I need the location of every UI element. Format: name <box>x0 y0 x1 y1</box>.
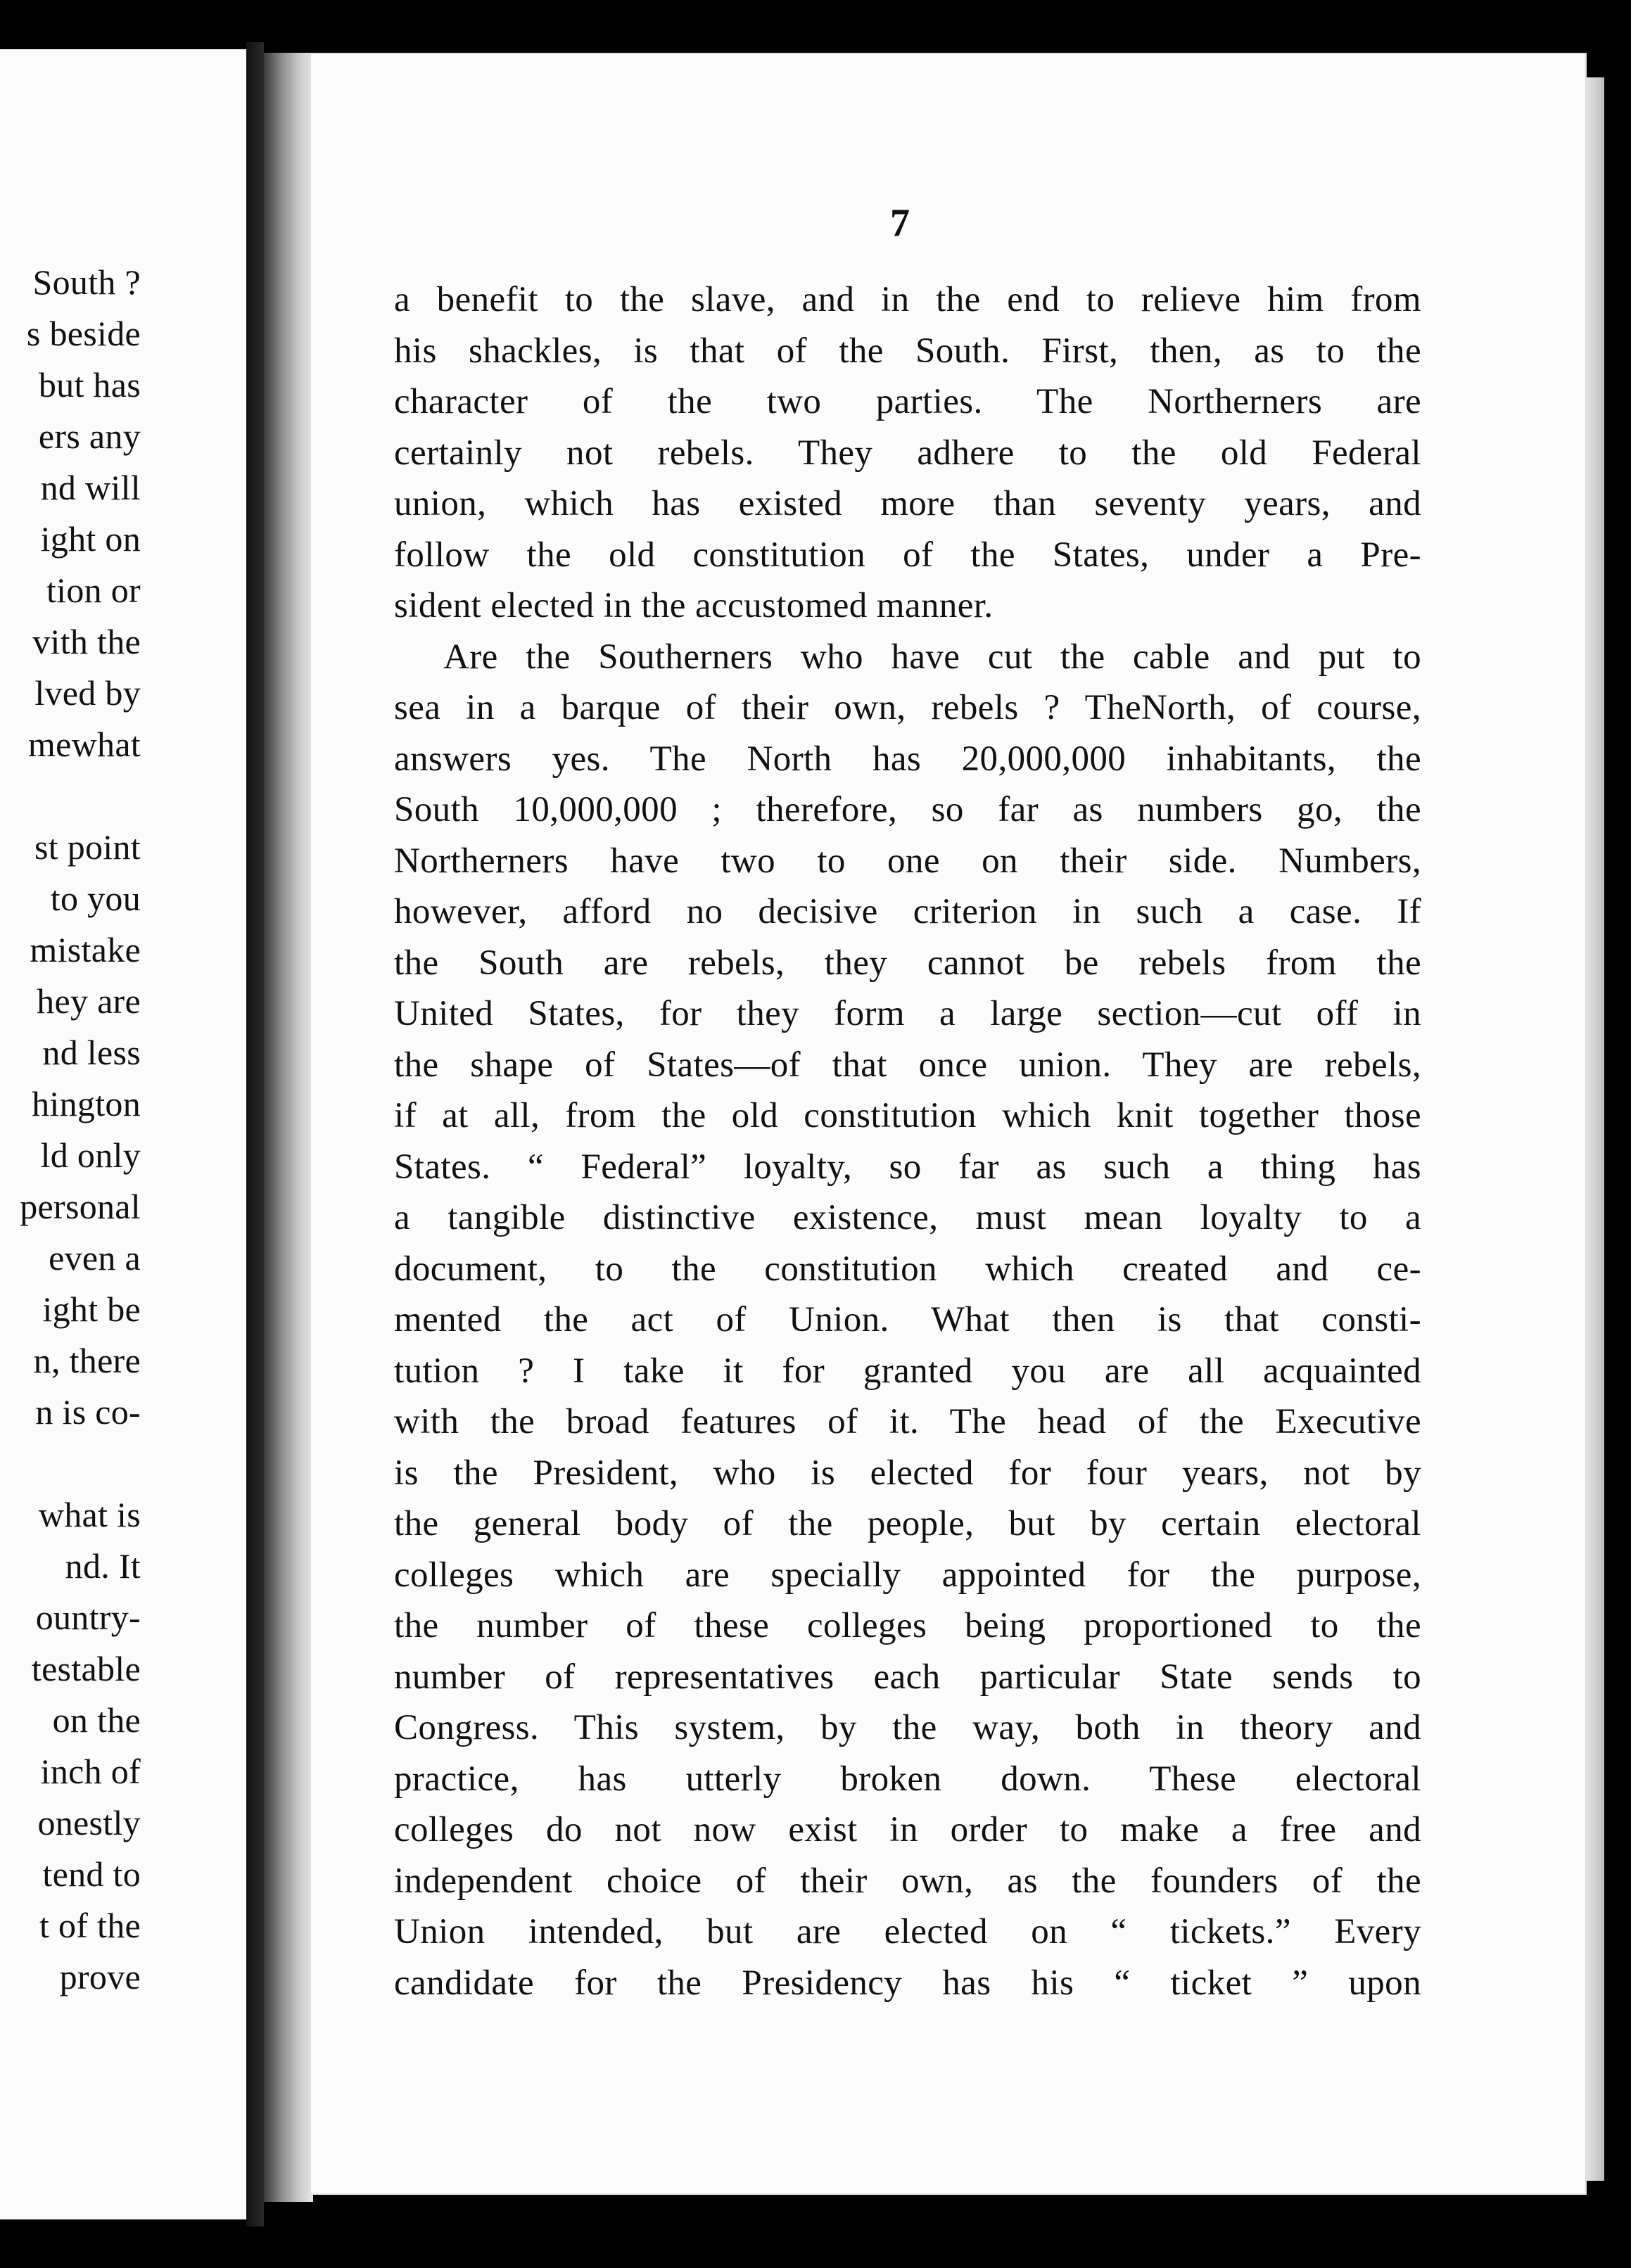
left-page-line: n is co- <box>35 1392 141 1432</box>
text-line: is the President, who is elected for four years, not by <box>394 1453 1421 1493</box>
left-page-line: to you <box>50 879 141 918</box>
left-page-line: tion or <box>46 571 141 610</box>
text-line: tution ? I take it for granted you are all acquainted <box>394 1351 1421 1391</box>
text-line: follow the old constitution of the States, under a Pre- <box>394 535 1421 575</box>
text-line: independent choice of their own, as the founders of the <box>394 1861 1421 1901</box>
left-page-line: ld only <box>40 1135 141 1175</box>
text-line: a benefit to the slave, and in the end to relieve him from <box>394 280 1421 319</box>
text-line: the number of these colleges being proportioned to the <box>394 1606 1421 1645</box>
left-page-line: ight be <box>42 1289 141 1329</box>
text-line: certainly not rebels. They adhere to the old Federal <box>394 433 1421 473</box>
left-page-line: ight on <box>40 519 141 559</box>
left-page-line <box>0 1438 141 1489</box>
left-page-line: s beside <box>26 314 141 353</box>
page-edge <box>1587 77 1604 2181</box>
text-line: the shape of States—of that once union. They are rebels, <box>394 1045 1421 1085</box>
left-page-line: testable <box>31 1649 141 1688</box>
text-line: Union intended, but are elected on “ tickets.” Every <box>394 1912 1421 1951</box>
text-line: character of the two parties. The Northerners are <box>394 382 1421 421</box>
left-page-line: st point <box>34 827 141 867</box>
text-line: if at all, from the old constitution which knit together those <box>394 1096 1421 1135</box>
text-line: South 10,000,000 ; therefore, so far as numbers go, the <box>394 790 1421 829</box>
left-page-line: tend to <box>42 1854 141 1894</box>
text-line: mented the act of Union. What then is that consti- <box>394 1300 1421 1339</box>
text-line: number of representatives each particular State sends to <box>394 1657 1421 1697</box>
text-line: United States, for they form a large section—cut off in <box>394 994 1421 1033</box>
left-page-line: n, there <box>33 1341 141 1380</box>
left-page-line: on the <box>52 1700 141 1740</box>
text-line: however, afford no decisive criterion in such a case. If <box>394 892 1421 931</box>
page-gutter <box>264 53 313 2202</box>
left-page-line: mistake <box>30 930 141 969</box>
left-page-line: even a <box>49 1238 141 1278</box>
left-page-line: what is <box>38 1495 141 1534</box>
text-line: Northerners have two to one on their side. Numbers, <box>394 841 1421 881</box>
text-line: the general body of the people, but by certain electoral <box>394 1504 1421 1543</box>
left-page-line <box>0 770 141 822</box>
page-number: 7 <box>890 201 910 245</box>
left-page <box>0 49 246 2219</box>
left-page-line: nd. It <box>65 1546 141 1586</box>
text-line: the South are rebels, they cannot be rebels from the <box>394 943 1421 983</box>
text-line: his shackles, is that of the South. First, then, as to the <box>394 331 1421 371</box>
body-text <box>394 274 1421 2008</box>
left-page-line: ers any <box>38 416 141 456</box>
text-line: practice, has utterly broken down. These electoral <box>394 1759 1421 1799</box>
left-page-line: t of the <box>39 1906 141 1945</box>
text-line: candidate for the Presidency has his “ ticket ” upon <box>394 1963 1421 2003</box>
left-page-line: personal <box>20 1187 141 1226</box>
left-page-line: lved by <box>34 673 141 713</box>
text-line: sea in a barque of their own, rebels ? TheNorth, of course, <box>394 688 1421 727</box>
text-line: answers yes. The North has 20,000,000 inhabitants, the <box>394 739 1421 779</box>
text-line: colleges which are specially appointed for the purpose, <box>394 1555 1421 1595</box>
left-page-line: onestly <box>37 1803 141 1842</box>
left-page-line: inch of <box>40 1752 141 1791</box>
left-page-line: but has <box>38 365 141 404</box>
text-line: union, which has existed more than seventy years, and <box>394 484 1421 523</box>
book-spine <box>246 42 264 2226</box>
left-page-line: nd will <box>40 468 141 507</box>
text-line: a tangible distinctive existence, must mean loyalty to a <box>394 1198 1421 1237</box>
text-line: document, to the constitution which created and ce- <box>394 1249 1421 1289</box>
text-line: States. “ Federal” loyalty, so far as such a thing has <box>394 1147 1421 1187</box>
left-page-text <box>0 257 141 2003</box>
text-line: sident elected in the accustomed manner. <box>394 586 994 625</box>
text-line: with the broad features of it. The head of the Executive <box>394 1402 1421 1441</box>
left-page-line: nd less <box>42 1033 141 1072</box>
left-page-line: South ? <box>32 262 141 302</box>
text-line: Are the Southerners who have cut the cable and put to <box>443 637 1421 677</box>
left-page-line: prove <box>59 1957 141 1996</box>
left-page-line: vith the <box>32 622 141 661</box>
left-page-line: hey are <box>37 981 141 1021</box>
text-line: Congress. This system, by the way, both in theory and <box>394 1708 1421 1747</box>
left-page-line: ountry- <box>35 1598 141 1637</box>
left-page-line: hington <box>32 1084 141 1123</box>
left-page-line: mewhat <box>27 725 141 764</box>
text-line: colleges do not now exist in order to make a free and <box>394 1810 1421 1849</box>
